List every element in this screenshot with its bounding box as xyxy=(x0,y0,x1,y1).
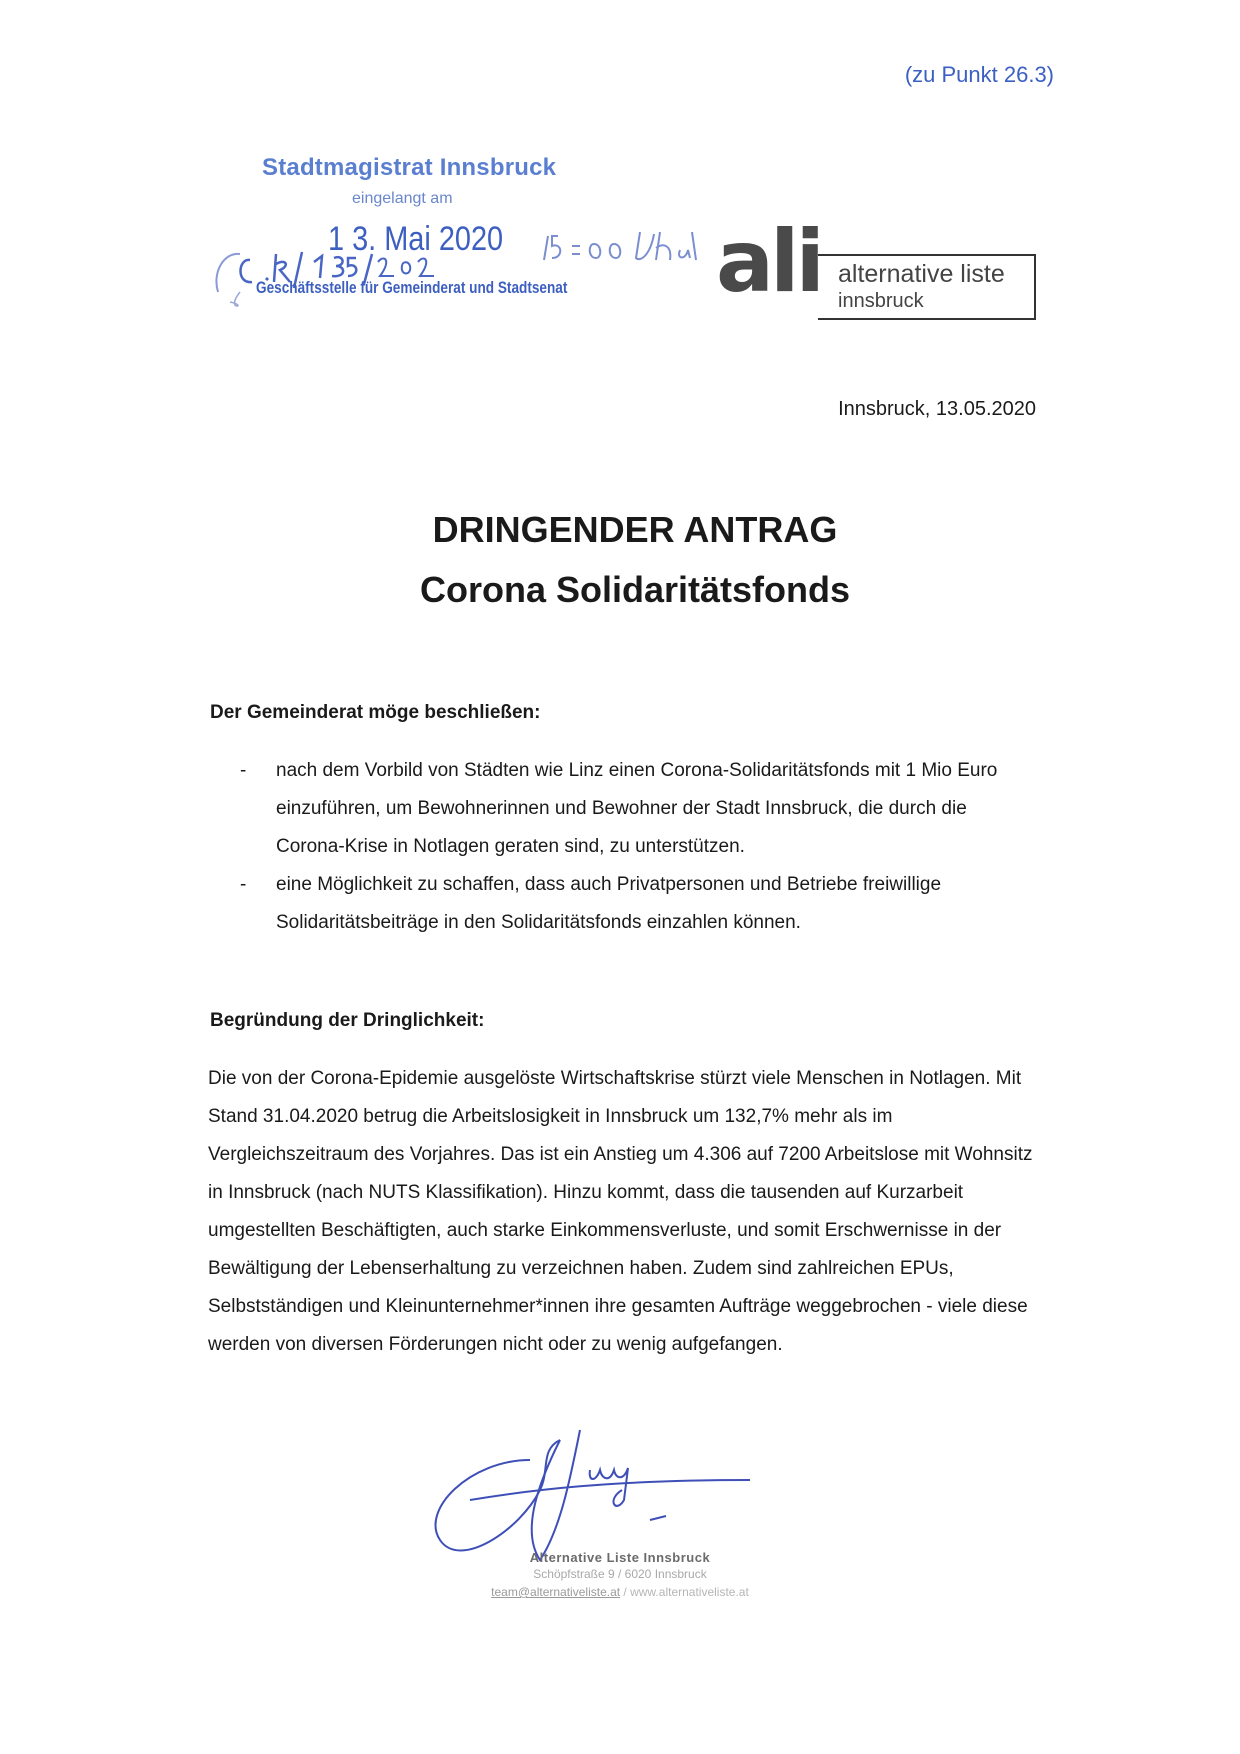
stamp-received-label: eingelangt am xyxy=(352,190,453,207)
stamp-organization: Stadtmagistrat Innsbruck xyxy=(262,154,557,181)
sender-website[interactable]: www.alternativeliste.at xyxy=(630,1585,749,1599)
received-stamp xyxy=(200,150,570,330)
list-item xyxy=(210,752,1030,866)
motion-list xyxy=(210,752,1030,942)
list-item xyxy=(210,866,1030,942)
stamp-office: Geschäftsstelle für Gemeinderat und Stadtsenat xyxy=(256,278,568,297)
handwritten-signature xyxy=(410,1420,750,1570)
justification-heading: Begründung der Dringlichkeit: xyxy=(210,1010,485,1031)
sender-name: Alternative Liste Innsbruck xyxy=(529,1550,711,1565)
title-line-2: Corona Solidaritätsfonds xyxy=(419,569,851,610)
stamp-handwritten-ref xyxy=(210,232,440,312)
logo-text-line1: alternative liste xyxy=(838,260,1005,288)
list-item-text: nach dem Vorbild von Städten wie Linz einen Corona-Solidaritätsfonds mit 1 Mio Euro einzuführen, um Bewohnerinnen und Bewohner der Stadt Innsbruck, die durch die Corona-Krise in Notlagen geraten sind, zu unterstützen. xyxy=(276,760,998,857)
contact-separator: / xyxy=(620,1585,631,1599)
reference-note: (zu Punkt 26.3) xyxy=(904,62,1054,87)
title-line-1: DRINGENDER ANTRAG xyxy=(432,509,838,550)
logo-mark: ali xyxy=(716,212,821,312)
sender-address: Schöpfstraße 9 / 6020 Innsbruck xyxy=(533,1567,707,1581)
logo-text-line2: innsbruck xyxy=(838,290,924,312)
sender-contact xyxy=(440,1585,800,1599)
list-item-text: eine Möglichkeit zu schaffen, dass auch Privatpersonen und Betriebe freiwillige Solidaritätsbeiträge in den Solidaritätsfonds einzahlen können. xyxy=(276,874,942,933)
list-bullet: - xyxy=(240,760,247,781)
motion-heading: Der Gemeinderat möge beschließen: xyxy=(210,702,541,723)
ali-logo xyxy=(716,212,1040,322)
list-bullet: - xyxy=(240,874,247,895)
stamp-handwritten-time xyxy=(540,224,720,274)
sender-email[interactable]: team@alternativeliste.at xyxy=(491,1585,621,1599)
place-date: Innsbruck, 13.05.2020 xyxy=(838,398,1036,420)
document-title xyxy=(0,500,1240,620)
justification-text: Die von der Corona-Epidemie ausgelöste Wirtschaftskrise stürzt viele Menschen in Notlagen. Mit Stand 31.04.2020 betrug die Arbeitslosigkeit in Innsbruck um 132,7% mehr als im Vergleichszeitraum des Vorjahres. Das ist ein Anstieg um 4.306 auf 7200 Arbeitslose mit Wohnsitz in Innsbruck (nach NUTS Klassifikation). Hinzu kommt, dass die tausenden auf Kurzarbeit umgestellten Beschäftigten, auch starke Einkommensverluste, und somit Erschwernisse in der Bewältigung der Lebenserhaltung zu verzeichnen haben. Zudem sind zahlreichen EPUs, Selbstständigen und Kleinunternehmer*innen ihre gesamten Aufträge weggebrochen - viele diese werden von diversen Förderungen nicht oder zu wenig aufgefangen. xyxy=(208,1068,1033,1355)
sender-block xyxy=(440,1550,800,1599)
stamp-date: 1 3. Mai 2020 xyxy=(328,220,504,258)
